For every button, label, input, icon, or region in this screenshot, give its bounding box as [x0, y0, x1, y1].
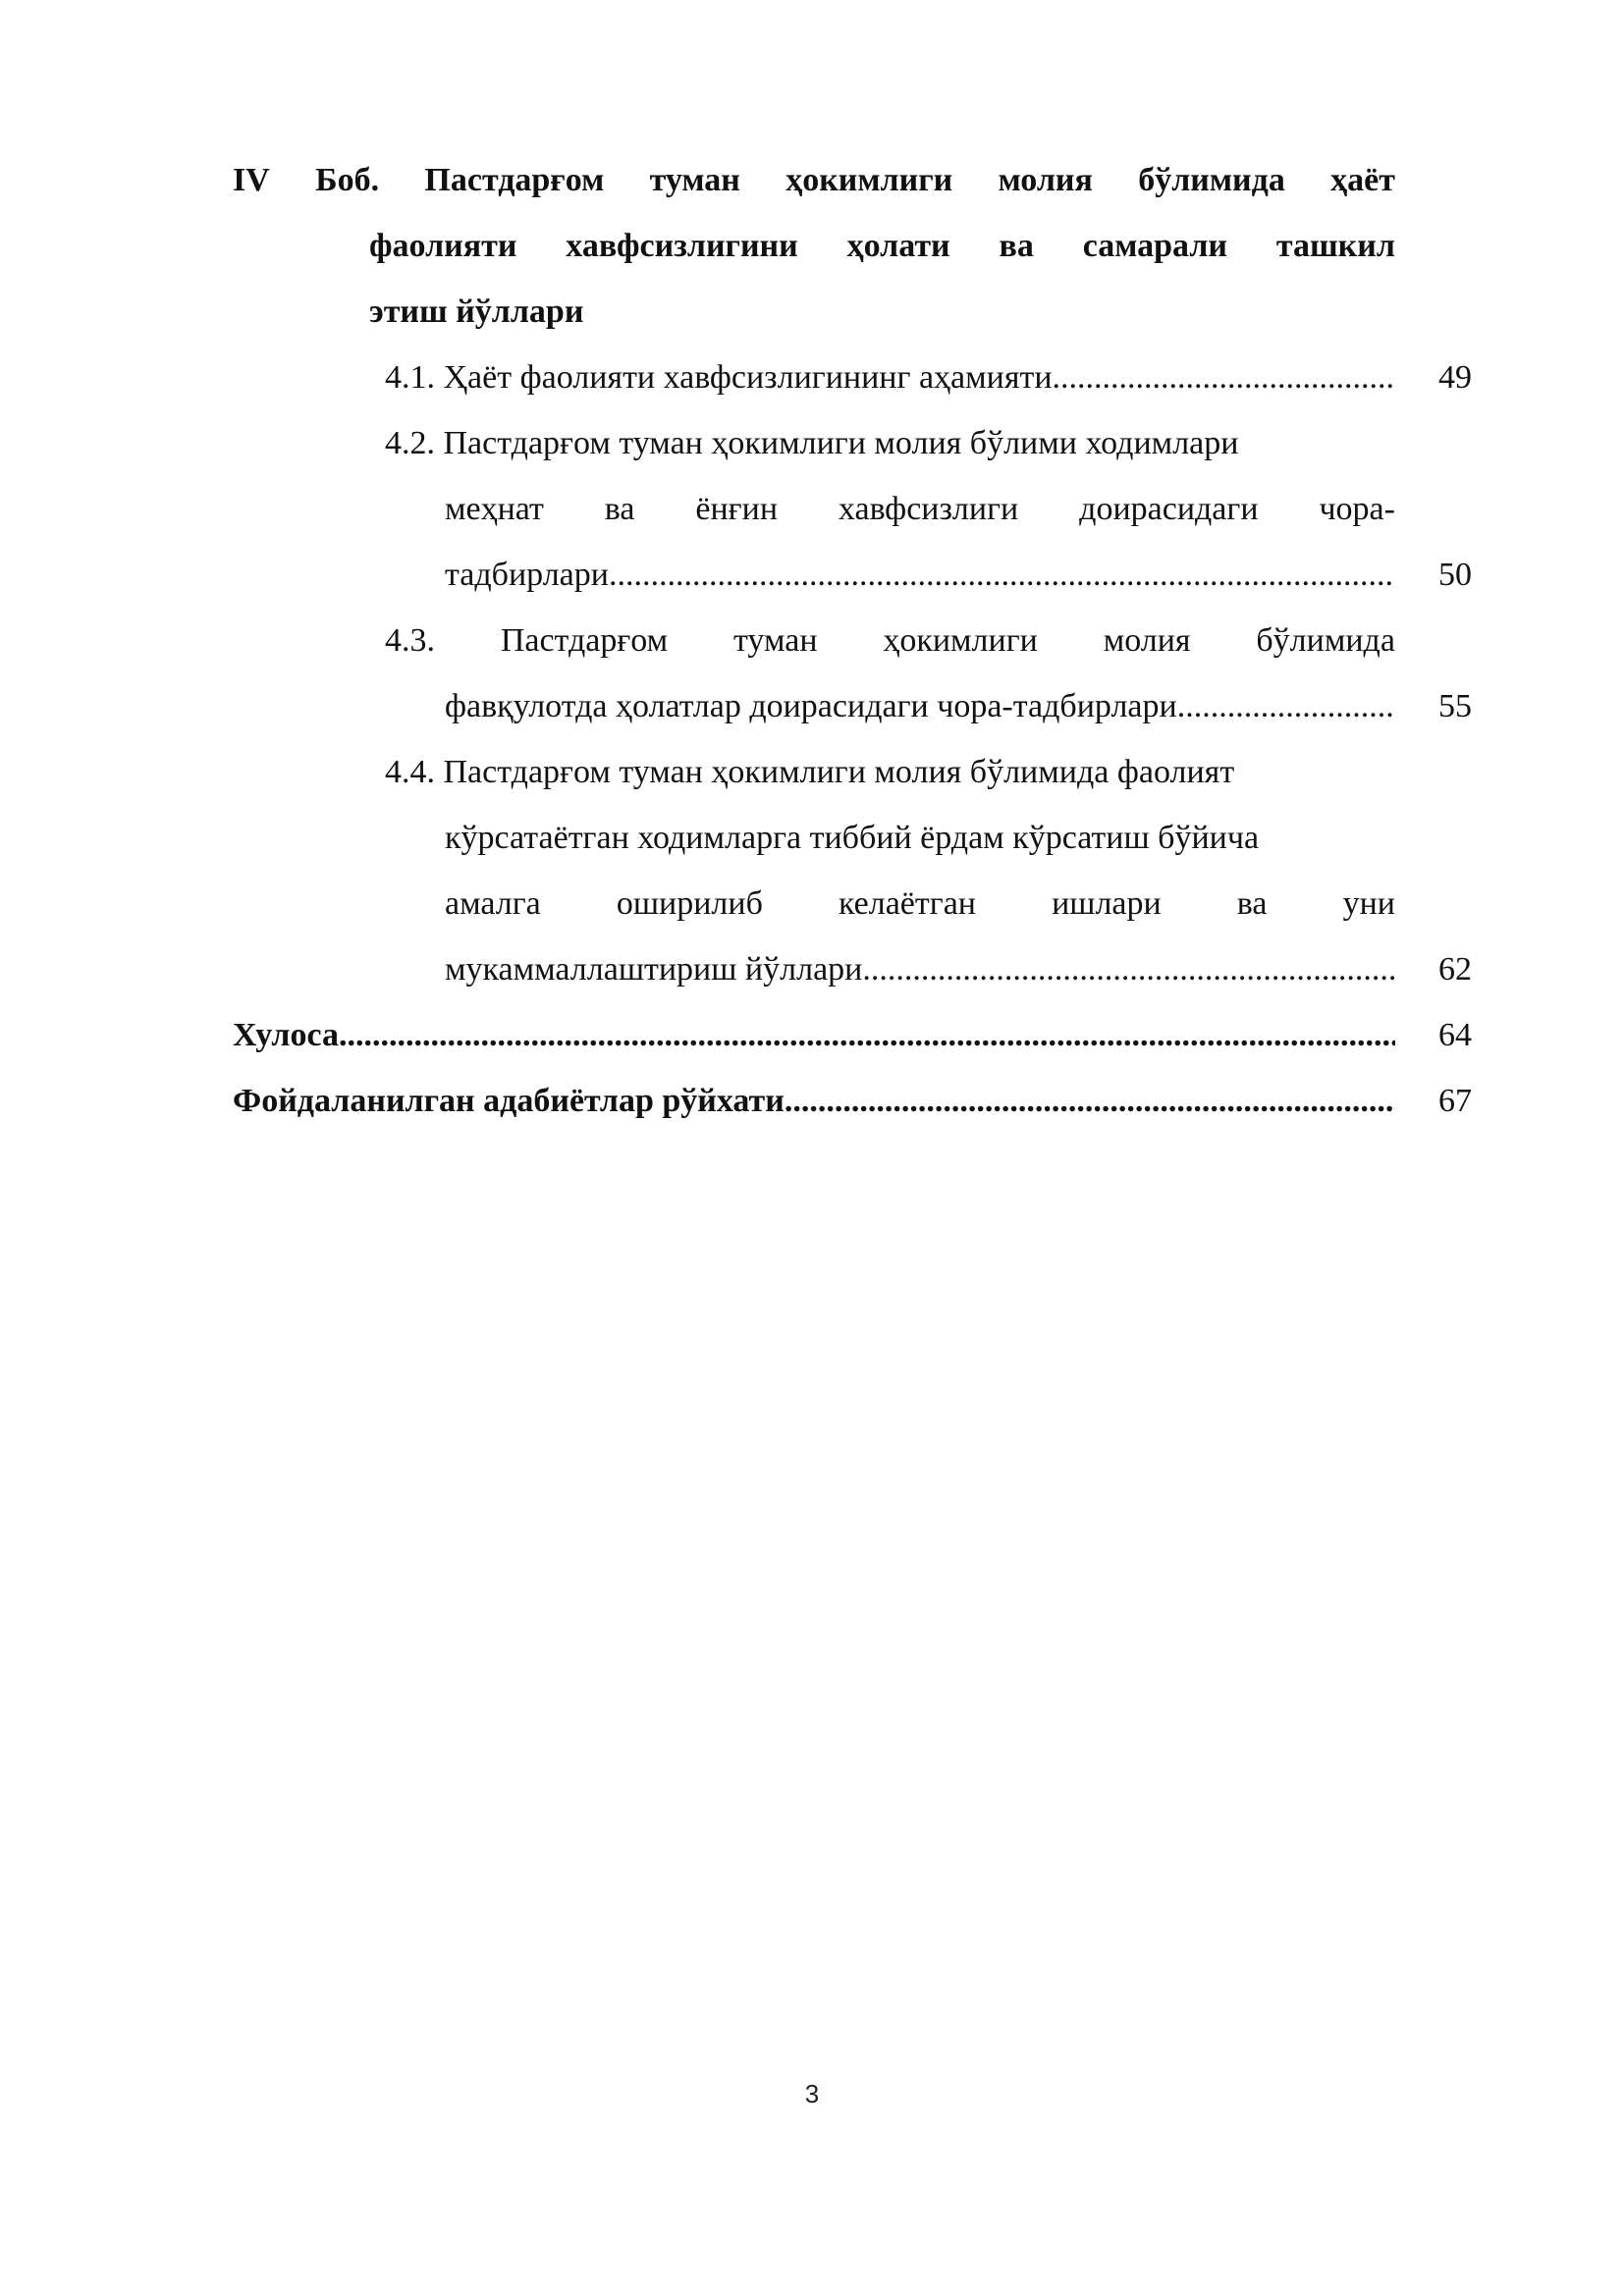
dot-leader	[785, 1068, 1395, 1134]
chapter-heading-line-3	[233, 279, 1472, 345]
toc-entry-label-justified	[445, 476, 1395, 542]
dot-leader	[1053, 345, 1395, 410]
toc-entry-label: фавқулотда ҳолатлар доирасидаги чора-тадбирлари	[445, 688, 1177, 724]
chapter-word: ташкил	[1275, 228, 1395, 264]
toc-entry-4-4[interactable]	[233, 739, 1472, 805]
toc-page-number: 50	[1438, 557, 1472, 593]
chapter-word: бўлимида	[1138, 162, 1285, 198]
toc-page-number: 62	[1438, 951, 1472, 988]
toc-page-number: 49	[1438, 359, 1472, 396]
toc-entry-label: мукаммаллаштириш йўллари	[445, 951, 863, 988]
chapter-heading-line-1	[233, 147, 1472, 213]
chapter-word: Боб.	[315, 162, 380, 198]
toc-entry-label: Хулоса	[233, 1017, 339, 1053]
chapter-word: Пастдарғом	[424, 162, 605, 198]
toc-word: оширилиб	[616, 885, 763, 922]
toc-word: бўлимида	[1256, 622, 1395, 659]
toc-page-number: 64	[1438, 1017, 1472, 1053]
chapter-word: фаолияти	[369, 228, 517, 264]
toc-entry-conclusion-row	[233, 1002, 1395, 1068]
toc-page-number: 55	[1438, 688, 1472, 724]
toc-word: ва	[1236, 885, 1268, 922]
toc-word: молия	[1103, 622, 1191, 659]
toc-word: келаётган	[838, 885, 976, 922]
toc-entry-4-3-row	[445, 673, 1395, 739]
chapter-heading-line-2	[233, 213, 1472, 279]
toc-word: ҳокимлиги	[883, 622, 1038, 659]
toc-word: доирасидаги	[1079, 491, 1259, 527]
table-of-contents	[233, 147, 1472, 1134]
toc-word: ёнғин	[695, 491, 779, 527]
toc-entry-4-4-row	[445, 936, 1395, 1002]
toc-entry-4-3[interactable]	[233, 608, 1472, 673]
toc-entry-4-2-final	[233, 542, 1472, 608]
toc-word: хавфсизлиги	[838, 491, 1019, 527]
toc-entry-4-1[interactable]	[233, 345, 1472, 410]
toc-entry-label: 4.4. Пастдарғом туман ҳокимлиги молия бўлимида фаолият	[385, 754, 1235, 790]
dot-leader	[862, 936, 1395, 1002]
chapter-heading-words-2	[369, 213, 1395, 279]
toc-entry-conclusion[interactable]	[233, 1002, 1472, 1068]
chapter-heading-end: этиш йўллари	[369, 294, 584, 330]
toc-word: меҳнат	[445, 491, 544, 527]
toc-page-number: 67	[1438, 1083, 1472, 1119]
toc-word: уни	[1342, 885, 1395, 922]
chapter-word: ҳаёт	[1330, 162, 1395, 198]
dot-leader	[339, 1002, 1395, 1068]
toc-word: ва	[604, 491, 635, 527]
toc-word: 4.3.	[385, 622, 435, 659]
toc-entry-label-justified	[385, 608, 1395, 673]
dot-leader	[609, 542, 1395, 608]
chapter-word: ҳолати	[846, 228, 950, 264]
toc-entry-4-3-final	[233, 673, 1472, 739]
toc-entry-label: 4.1. Ҳаёт фаолияти хавфсизлигининг аҳамияти	[385, 359, 1053, 396]
chapter-word: ҳокимлиги	[785, 162, 953, 198]
toc-word: ишлари	[1052, 885, 1162, 922]
chapter-word: туман	[649, 162, 740, 198]
dot-leader	[1177, 673, 1395, 739]
toc-entry-label: Фойдаланилган адабиётлар рўйхати	[233, 1083, 785, 1119]
chapter-word: молия	[998, 162, 1093, 198]
toc-entry-label: тадбирлари	[445, 557, 609, 593]
chapter-word: ва	[999, 228, 1034, 264]
chapter-heading-words-1	[233, 147, 1395, 213]
toc-entry-label: 4.2. Пастдарғом туман ҳокимлиги молия бўлими ходимлари	[385, 425, 1239, 461]
chapter-word: самарали	[1082, 228, 1228, 264]
toc-entry-4-2[interactable]	[233, 410, 1472, 476]
toc-entry-4-2-row	[445, 542, 1395, 608]
page-number-footer: 3	[804, 2079, 820, 2109]
toc-entry-references[interactable]	[233, 1068, 1472, 1134]
chapter-word: хавфсизлигини	[566, 228, 798, 264]
toc-word: чора-	[1319, 491, 1395, 527]
toc-entry-label: кўрсатаётган ходимларга тиббий ёрдам кўрсатиш бўйича	[445, 820, 1260, 856]
chapter-word: IV	[233, 162, 270, 198]
toc-entry-4-2-continued	[233, 476, 1472, 542]
toc-word: амалга	[445, 885, 541, 922]
toc-entry-4-1-row	[385, 345, 1395, 410]
toc-entry-4-4-final	[233, 936, 1472, 1002]
toc-entry-4-4-continued	[233, 805, 1472, 871]
toc-word: Пастдарғом	[500, 622, 669, 659]
toc-entry-4-4-continued-2	[233, 871, 1472, 936]
toc-entry-label-justified	[445, 871, 1395, 936]
toc-word: туман	[732, 622, 818, 659]
toc-entry-references-row	[233, 1068, 1395, 1134]
